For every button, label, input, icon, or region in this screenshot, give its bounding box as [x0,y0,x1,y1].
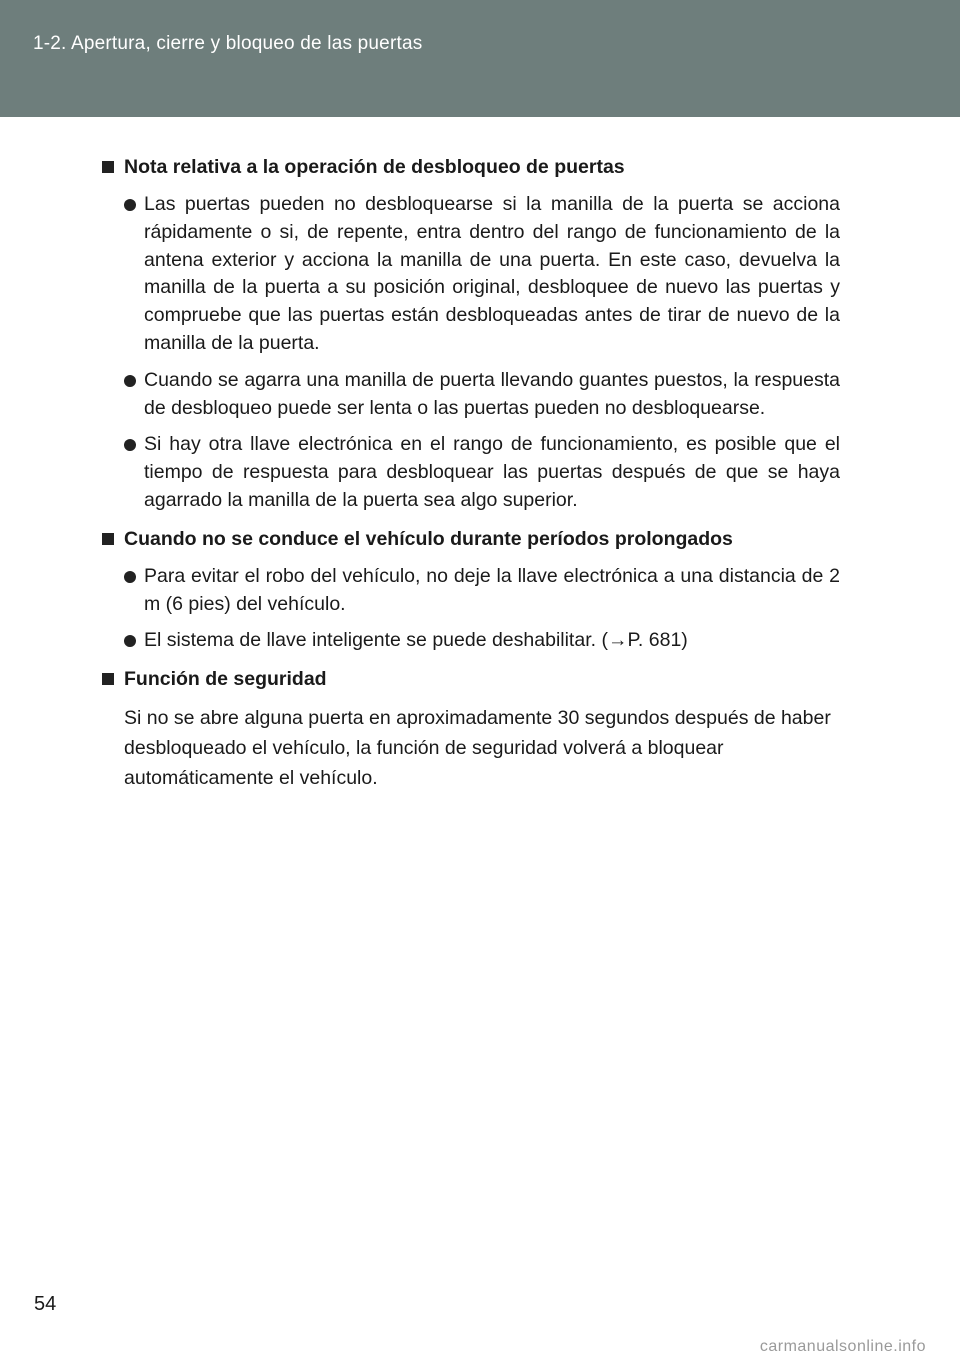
section-title: 1-2. Apertura, cierre y bloqueo de las puertas [33,33,423,54]
bullet-text: El sistema de llave inteligente se puede deshabilitar. (→P. 681) [144,629,688,652]
watermark: carmanualsonline.info [759,1338,926,1355]
bullet-text: Si hay otra llave electrónica en el rango de funcionamiento, es posible que el tiempo de respuesta para desbloquear las puertas después de que se haya agarrado la manilla de la puerta sea algo superior. [144,433,840,511]
bullet-item [100,191,840,358]
section-heading [100,664,855,694]
round-bullet-icon [124,571,136,583]
header-bar [0,0,960,117]
square-bullet-icon [102,161,114,173]
page-content [100,152,855,793]
square-bullet-icon [102,533,114,545]
round-bullet-icon [124,635,136,647]
round-bullet-icon [124,199,136,211]
bullet-item [100,627,840,655]
section-heading [100,524,855,554]
round-bullet-icon [124,439,136,451]
bullet-text: Cuando se agarra una manilla de puerta llevando guantes puestos, la respuesta de desbloqueo puede ser lenta o las puertas pueden no desbloquearse. [144,368,840,419]
heading-text: Cuando no se conduce el vehículo durante períodos prolongados [124,527,733,550]
body-paragraph: Si no se abre alguna puerta en aproximadamente 30 segundos después de haber desbloqueado el vehículo, la función de seguridad volverá a bloquear automáticamente el vehículo. [124,707,831,790]
heading-text: Nota relativa a la operación de desbloqueo de puertas [124,156,625,178]
square-bullet-icon [102,673,114,685]
page-number: 54 [34,1293,57,1315]
heading-text: Función de seguridad [124,668,327,691]
section-heading [100,152,855,182]
bullet-text: Para evitar el robo del vehículo, no deje la llave electrónica a una distancia de 2 m (6 pies) del vehículo. [144,564,840,615]
round-bullet-icon [124,375,136,387]
bullet-item [100,367,840,423]
bullet-item [100,431,840,514]
bullet-item [100,563,840,619]
bullet-text: Las puertas pueden no desbloquearse si la manilla de la puerta se acciona rápidamente o si, de repente, entra dentro del rango de funcionamiento de la antena exterior y acciona la manilla de una puerta. En este caso, devuelva la manilla de la puerta a su posición original, desbloquee de nuevo las puertas y compruebe que las puertas están desbloqueadas antes de tirar de nuevo de la manilla de la puerta. [144,193,840,354]
